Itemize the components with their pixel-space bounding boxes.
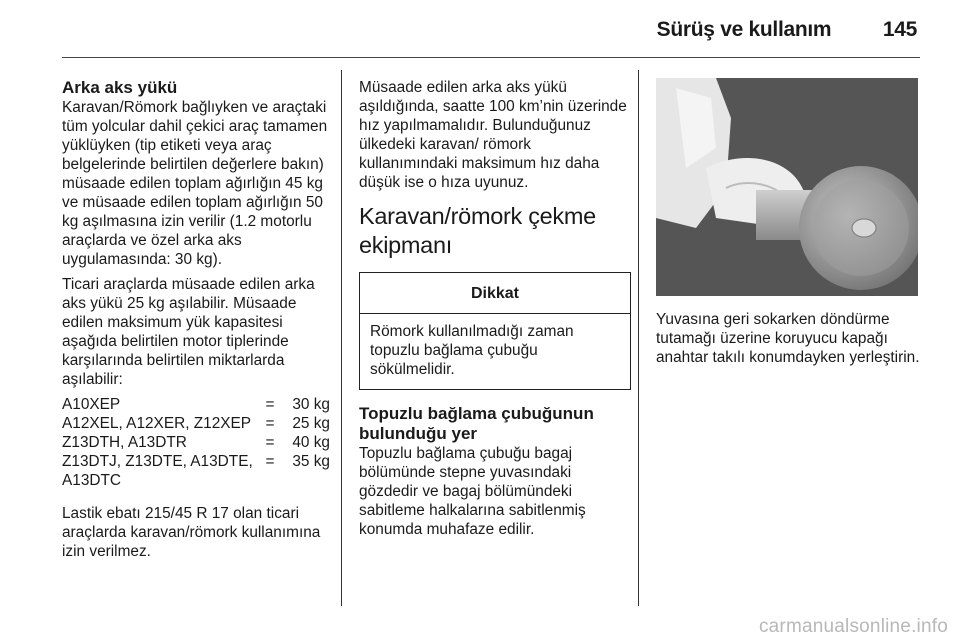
column-3 (656, 78, 924, 373)
engine-cell: Z13DTH, A13DTR (62, 434, 187, 451)
equals-cell: = (265, 453, 275, 470)
watermark: carmanualsonline.info (758, 616, 948, 637)
column-divider (638, 70, 639, 606)
warning-title: Dikkat (360, 273, 630, 314)
value-cell: 25 kg (292, 415, 330, 432)
value-cell: 35 kg (292, 453, 330, 470)
value-cell: 30 kg (292, 396, 330, 413)
column-divider (341, 70, 342, 606)
sub-heading: Topuzlu bağlama çubuğunun bulunduğu yer (359, 404, 594, 443)
towbar-photo (656, 78, 918, 296)
engine-cell: Z13DTJ, Z13DTE, A13DTE, A13DTC (62, 453, 253, 489)
header-rule (62, 57, 920, 58)
equals-cell: = (265, 415, 275, 432)
engine-cell: A10XEP (62, 396, 121, 413)
value-cell: 40 kg (292, 434, 330, 451)
warning-box (359, 272, 631, 390)
page-header (657, 18, 917, 42)
header-title: Sürüş ve kullanım (656, 18, 832, 41)
page-number: 145 (882, 18, 917, 41)
equals-cell: = (265, 434, 275, 451)
column-2 (359, 78, 631, 545)
paragraph: Topuzlu bağlama çubuğu bagaj bölümünde stepne yuvasındaki gözdedir ve bagaj bölümündeki sabitleme halkalarına sabitlenmiş konumda muhafaze edilir. (359, 445, 586, 538)
paragraph: Lastik ebatı 215/45 R 17 olan ticari araçlarda karavan/römork kullanımına izin verilmez. (62, 505, 321, 560)
paragraph: Müsaade edilen arka aks yükü aşıldığında, saatte 100 km’nin üzerinde hız yapılmamalıdır. Bulunduğunuz ülkedeki karavan/ römork kullanımındaki maksimum hız daha düşük ise o hıza uyunuz. (359, 79, 627, 191)
engine-spec-table (62, 395, 330, 490)
engine-cell: A12XEL, A12XER, Z12XEP (62, 415, 252, 432)
paragraph: Karavan/Römork bağlıyken ve araçtaki tüm yolcular dahil çekici araç tamamen yüklüyken (tip etiketi veya araç belgelerinde belirtilen değerlere bakın) müsaade edilen toplam ağırlığın 45 kg ve müsaade edilen toplam ağırlığın 50 kg aşılmasına izin verilir (1.2 motorlu araçlarda ve özel arka aks uygulamasında: 30 kg). (62, 99, 328, 268)
towbar-photo-illustration (656, 78, 918, 296)
photo-caption: Yuvasına geri sokarken döndürme tutamağı üzerine koruyucu kapağı anahtar takılı konumdayken yerleştirin. (656, 311, 920, 366)
equals-cell: = (265, 396, 275, 413)
paragraph: Ticari araçlarda müsaade edilen arka aks yükü 25 kg aşılabilir. Müsaade edilen maksimum yük kapasitesi aşağıda belirtilen motor tiplerinde karşılarında belirtilen miktarlarda aşılabilir: (62, 276, 315, 388)
warning-text: Römork kullanılmadığı zaman topuzlu bağlama çubuğu sökülmelidir. (370, 323, 574, 378)
column-1 (62, 78, 330, 567)
section-title: Karavan/römork çekme ekipmanı (359, 203, 596, 258)
section-heading: Arka aks yükü (62, 78, 178, 97)
